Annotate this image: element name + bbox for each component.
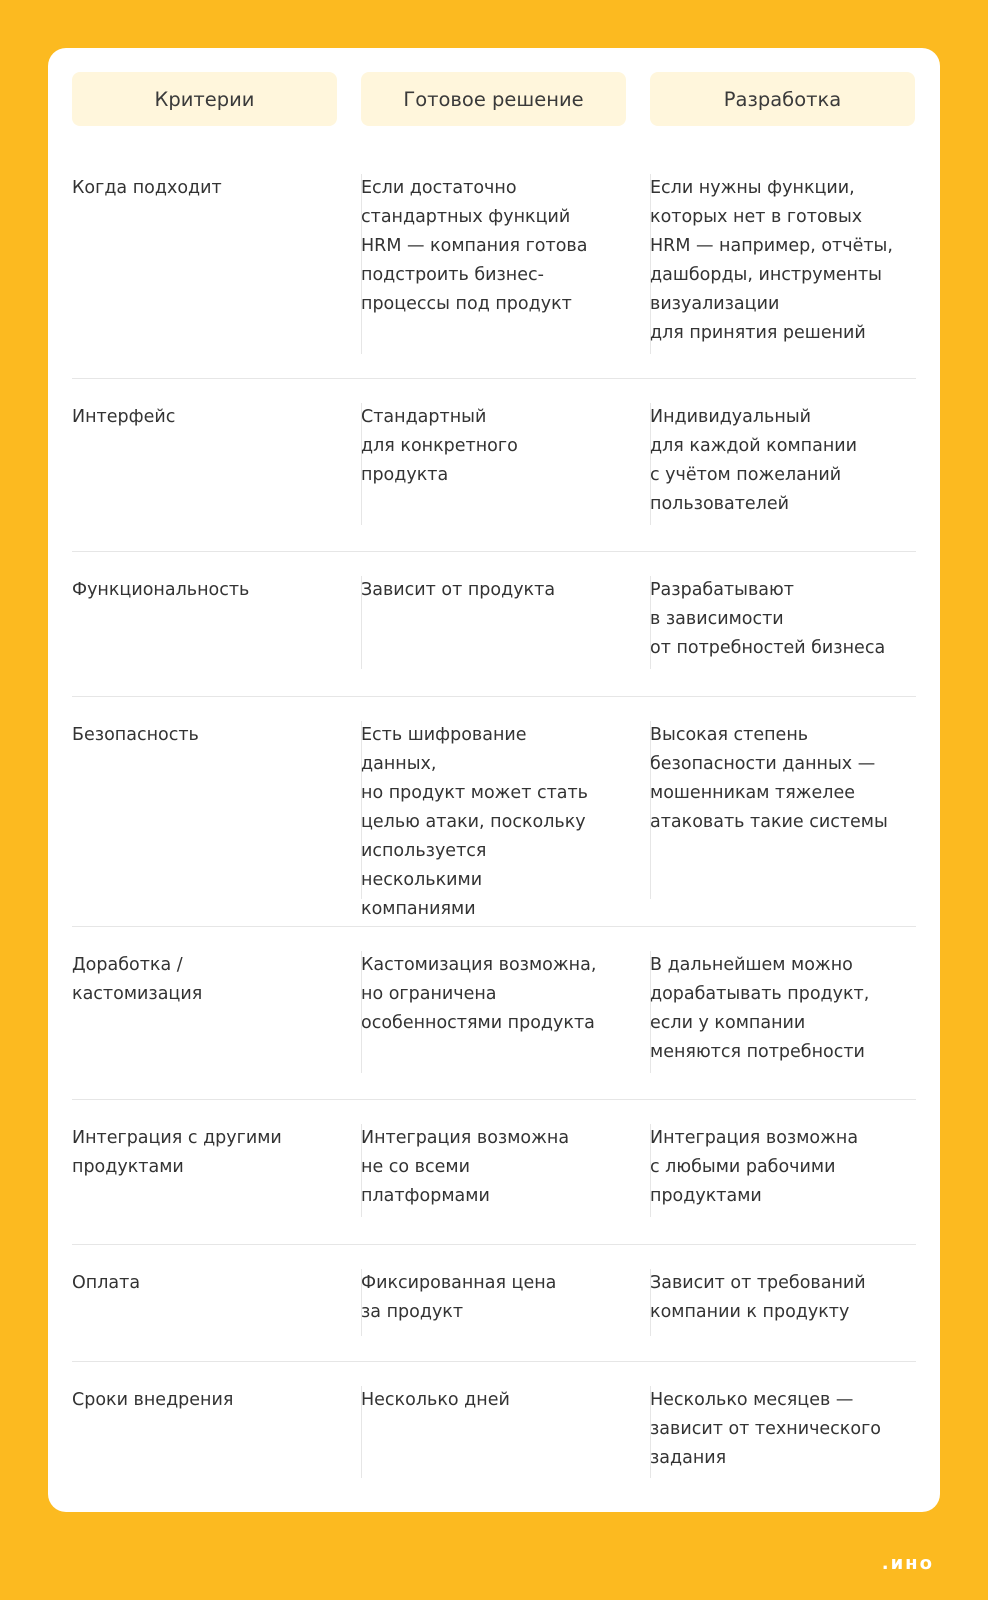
criterion-cell: Интеграция с другими продуктами: [72, 1128, 282, 1177]
header-ready-solution: Готовое решение: [361, 72, 626, 126]
custom-cell: Несколько месяцев — зависит от технического задания: [650, 1390, 881, 1468]
custom-cell: Если нужны функции, которых нет в готовых HRM — например, отчёты, дашборды, инструменты визуализации для принятия решений: [650, 178, 893, 343]
table-row: [72, 926, 916, 1099]
table-row: [72, 696, 916, 926]
criterion-cell: Когда подходит: [72, 178, 222, 198]
table-row: [72, 1361, 916, 1502]
criterion-cell: Функциональность: [72, 580, 250, 600]
ready-cell: Зависит от продукта: [361, 580, 556, 600]
ready-cell: Кастомизация возможна, но ограничена особенностями продукта: [361, 955, 597, 1033]
ready-cell: Есть шифрование данных, но продукт может стать целью атаки, поскольку используется несколькими компаниями: [361, 725, 588, 919]
table-row: [72, 150, 916, 378]
custom-cell: Интеграция возможна с любыми рабочими продуктами: [650, 1128, 859, 1206]
header-development: Разработка: [650, 72, 915, 126]
ready-cell: Несколько дней: [361, 1390, 510, 1410]
custom-cell: В дальнейшем можно дорабатывать продукт, если у компании меняются потребности: [650, 955, 870, 1062]
custom-cell: Высокая степень безопасности данных — мошенникам тяжелее атаковать такие системы: [650, 725, 888, 832]
table-row: [72, 551, 916, 696]
ready-cell: Стандартный для конкретного продукта: [361, 407, 518, 485]
brand-logo: .ино: [881, 1553, 934, 1574]
criterion-cell: Интерфейс: [72, 407, 176, 427]
table-row: [72, 1099, 916, 1244]
custom-cell: Разрабатывают в зависимости от потребностей бизнеса: [650, 580, 886, 658]
ready-cell: Если достаточно стандартных функций HRM — компания готова подстроить бизнес- процессы под продукт: [361, 178, 588, 314]
header-criteria: Критерии: [72, 72, 337, 126]
table-row: [72, 378, 916, 551]
criterion-cell: Доработка / кастомизация: [72, 955, 203, 1004]
table-header: [72, 72, 916, 126]
ready-cell: Интеграция возможна не со всеми платформами: [361, 1128, 570, 1206]
criterion-cell: Сроки внедрения: [72, 1390, 234, 1410]
criterion-cell: Безопасность: [72, 725, 199, 745]
table-body: [72, 150, 916, 1502]
ready-cell: Фиксированная цена за продукт: [361, 1273, 557, 1322]
comparison-card: [48, 48, 940, 1512]
custom-cell: Индивидуальный для каждой компании с учётом пожеланий пользователей: [650, 407, 858, 514]
custom-cell: Зависит от требований компании к продукту: [650, 1273, 866, 1322]
table-row: [72, 1244, 916, 1361]
criterion-cell: Оплата: [72, 1273, 141, 1293]
